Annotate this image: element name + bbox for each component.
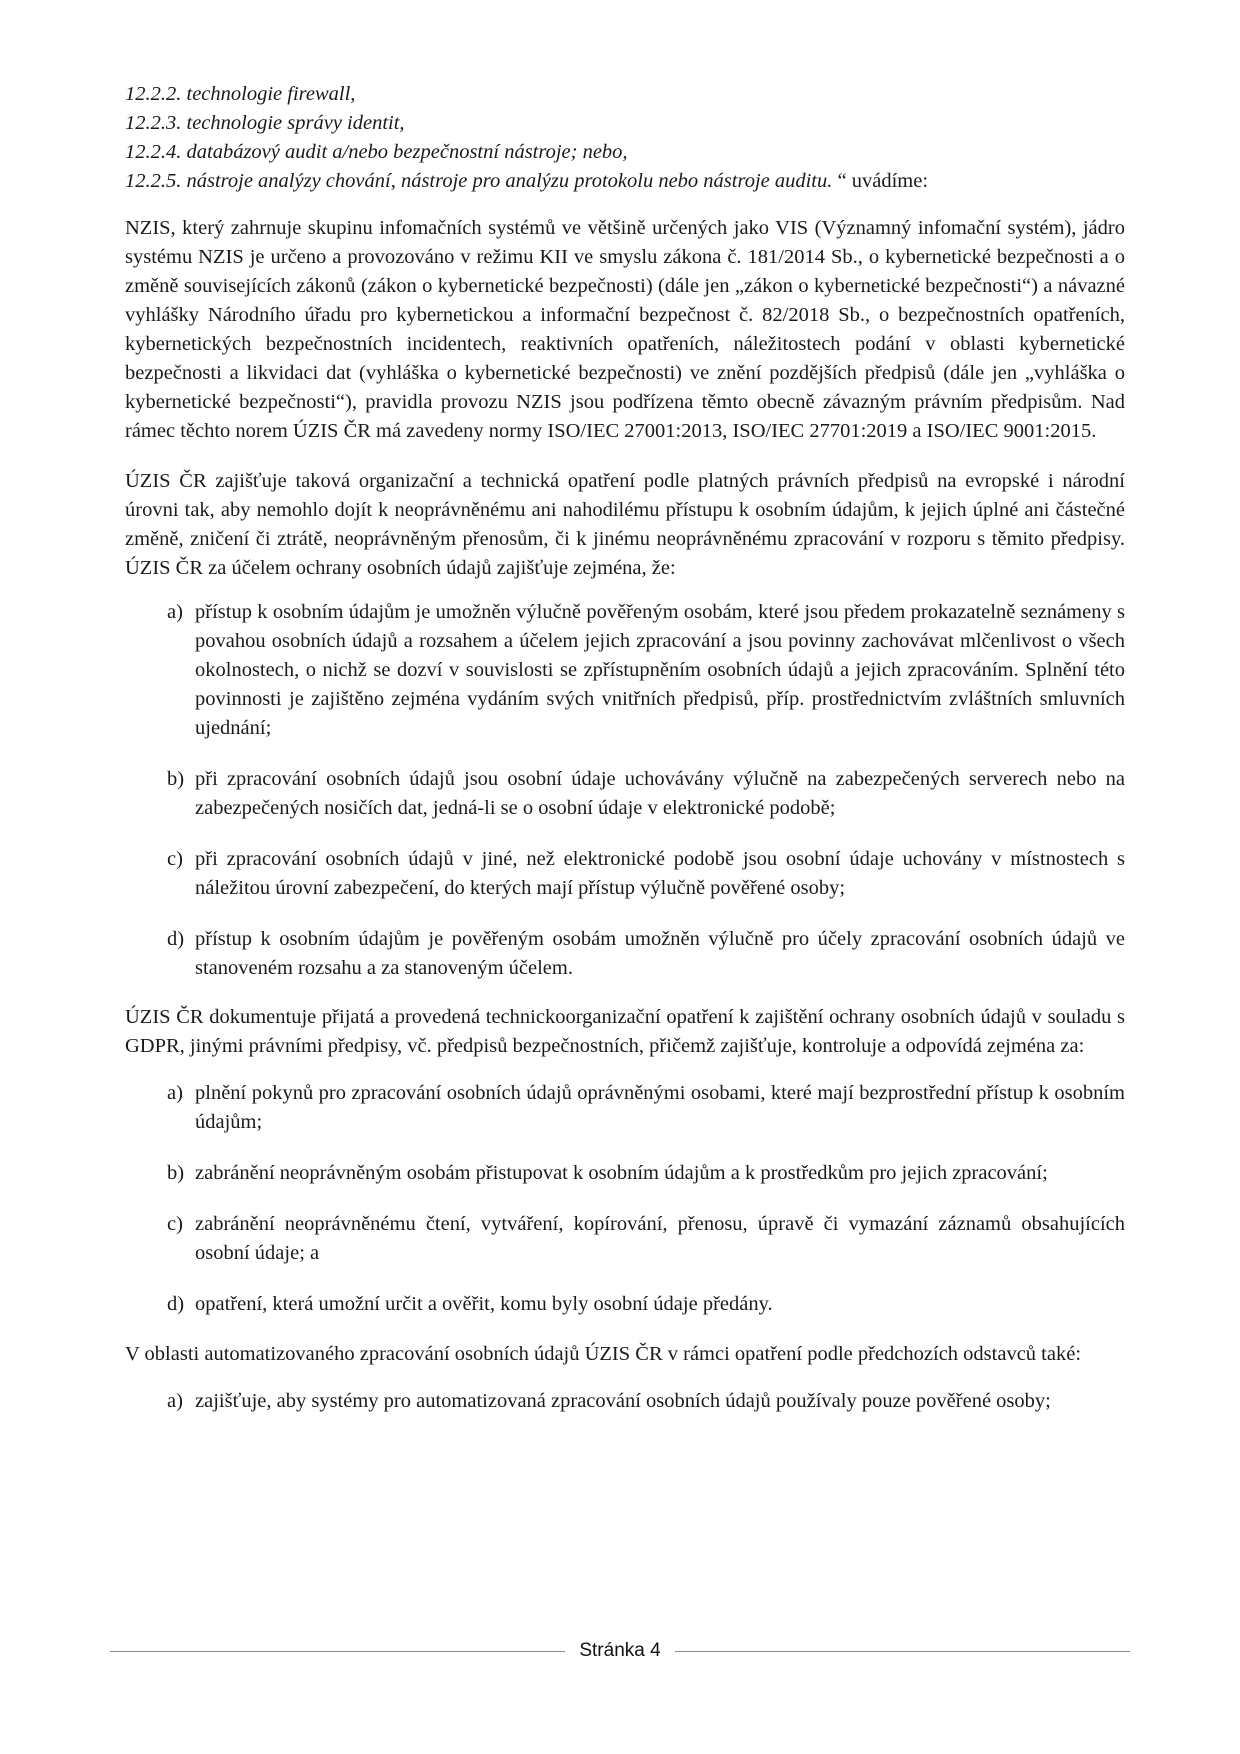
list-item-text: zabránění neoprávněnému čtení, vytváření, kopírování, přenosu, úpravě či vymazání záznamů obsahujících osobní údaje; a: [195, 1213, 1125, 1264]
list-marker: b): [167, 768, 185, 790]
list-item: [125, 598, 1125, 743]
list-item-text: přístup k osobním údajům je pověřeným osobám umožněn výlučně pro účely zpracování osobních údajů ve stanoveném rozsahu a za stanoveným účelem.: [195, 928, 1125, 979]
list-item-text: při zpracování osobních údajů v jiné, než elektronické podobě jsou osobní údaje uchovány v místnostech s náležitou úrovní zabezpečení, do kterých mají přístup výlučně pověřené osoby;: [195, 848, 1125, 899]
item-12-2-4: 12.2.4. databázový audit a/nebo bezpečnostní nástroje; nebo,: [125, 141, 628, 163]
list-responsibility: [125, 1079, 1125, 1319]
list-item-text: zabránění neoprávněným osobám přistupovat k osobním údajům a k prostředkům pro jejich zpracování;: [195, 1162, 1048, 1184]
items-12-2: [125, 80, 1125, 196]
list-protection: [125, 598, 1125, 983]
list-item: [125, 1290, 1125, 1319]
list-item: [125, 1210, 1125, 1268]
list-item-text: přístup k osobním údajům je umožněn výlučně pověřeným osobám, které jsou předem prokazatelně seznámeny s povahou osobních údajů a rozsahem a účelem jejich zpracování a jsou povinny zachovávat mlčenlivost o všech okolnostech, o nichž se dozví v souvislosti se zpřístupněním osobních údajů a jejich zpracováním. Splnění této povinnosti je zajištěno zejména vydáním svých vnitřních předpisů, příp. prostřednictvím zvláštních smluvních ujednání;: [195, 601, 1125, 739]
page-footer: [110, 1636, 1130, 1666]
footer-rule-right: [675, 1651, 1130, 1652]
list-marker: a): [167, 1082, 183, 1104]
page-content: [125, 80, 1125, 1416]
list-marker: c): [167, 848, 183, 870]
list-item: [125, 1387, 1125, 1416]
item-12-2-3: 12.2.3. technologie správy identit,: [125, 112, 405, 134]
item-12-2-2: 12.2.2. technologie firewall,: [125, 83, 356, 105]
paragraph-uzis-measures: ÚZIS ČR zajišťuje taková organizační a technická opatření podle platných právních předpisů na evropské i národní úrovni tak, aby nemohlo dojít k neoprávněnému ani nahodilému přístupu k osobním údajům, k jejich úplné ani částečné změně, zničení či ztrátě, neoprávněným přenosům, či k jinému neoprávněnému zpracování v rozporu s těmito předpisy. ÚZIS ČR za účelem ochrany osobních údajů zajišťuje zejména, že:: [125, 470, 1125, 579]
list-marker: a): [167, 1390, 183, 1412]
page-number: Stránka 4: [579, 1640, 661, 1661]
list-marker: a): [167, 601, 183, 623]
footer-rule-left: [110, 1651, 565, 1652]
list-marker: d): [167, 1293, 185, 1315]
list-marker: d): [167, 928, 185, 950]
list-automated: [125, 1387, 1125, 1416]
list-item-text: zajišťuje, aby systémy pro automatizovaná zpracování osobních údajů používaly pouze pověřené osoby;: [195, 1390, 1051, 1412]
list-item: [125, 1079, 1125, 1137]
list-item: [125, 925, 1125, 983]
list-marker: c): [167, 1213, 183, 1235]
list-item-text: při zpracování osobních údajů jsou osobní údaje uchovávány výlučně na zabezpečených serverech nebo na zabezpečených nosičích dat, jedná-li se o osobní údaje v elektronické podobě;: [195, 768, 1125, 819]
paragraph-nzis: NZIS, který zahrnuje skupinu infomačních systémů ve většině určených jako VIS (Významný infomační systém), jádro systému NZIS je určeno a provozováno v režimu KII ve smyslu zákona č. 181/2014 Sb., o kybernetické bezpečnosti a o změně souvisejících zákonů (zákon o kybernetické bezpečnosti) (dále jen „zákon o kybernetické bezpečnosti“) a návazné vyhlášky Národního úřadu pro kybernetickou a informační bezpečnost č. 82/2018 Sb., o bezpečnostních opatřeních, kybernetických bezpečnostních incidentech, reaktivních opatřeních, náležitostech podání v oblasti kybernetické bezpečnosti a likvidaci dat (vyhláška o kybernetické bezpečnosti) ve znění pozdějších předpisů (dále jen „vyhláška o kybernetické bezpečnosti“), pravidla provozu NZIS jsou podřízena těmto obecně závazným právním předpisům. Nad rámec těchto norem ÚZIS ČR má zavedeny normy ISO/IEC 27001:2013, ISO/IEC 27701:2019 a ISO/IEC 9001:2015.: [125, 217, 1125, 442]
item-12-2-5: 12.2.5. nástroje analýzy chování, nástroje pro analýzu protokolu nebo nástroje auditu. “ uvádíme:: [125, 170, 929, 192]
list-item: [125, 845, 1125, 903]
list-item-text: plnění pokynů pro zpracování osobních údajů oprávněnými osobami, které mají bezprostřední přístup k osobním údajům;: [195, 1082, 1125, 1133]
paragraph-documentation: ÚZIS ČR dokumentuje přijatá a provedená technickoorganizační opatření k zajištění ochrany osobních údajů v souladu s GDPR, jinými právními předpisy, vč. předpisů bezpečnostních, přičemž zajišťuje, kontroluje a odpovídá zejména za:: [125, 1006, 1125, 1057]
list-item: [125, 1159, 1125, 1188]
paragraph-automated: V oblasti automatizovaného zpracování osobních údajů ÚZIS ČR v rámci opatření podle předchozích odstavců také:: [125, 1343, 1082, 1365]
list-marker: b): [167, 1162, 185, 1184]
item-12-2-5-tail: “ uvádíme:: [832, 170, 929, 192]
list-item-text: opatření, která umožní určit a ověřit, komu byly osobní údaje předány.: [195, 1293, 773, 1315]
list-item: [125, 765, 1125, 823]
